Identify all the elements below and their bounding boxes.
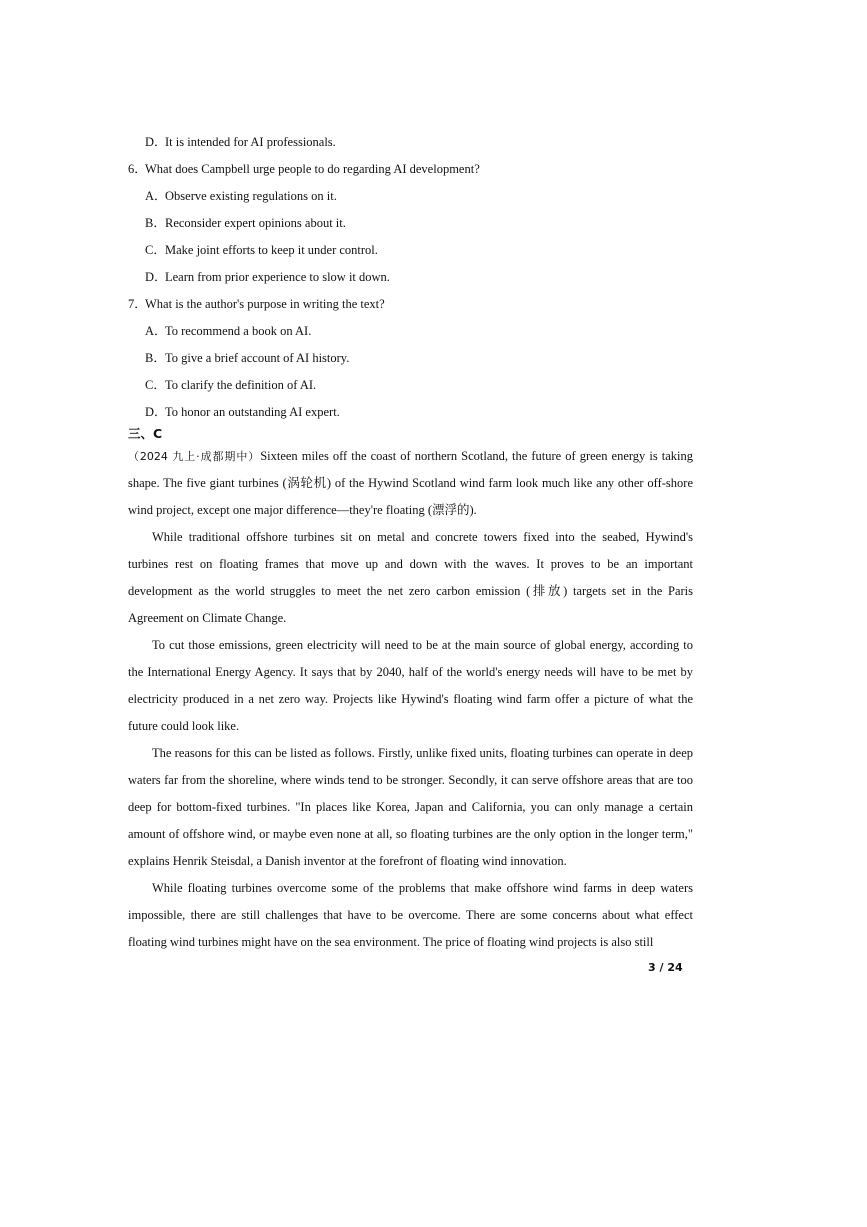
- option-letter: D．: [145, 270, 167, 284]
- option-letter: D．: [145, 135, 167, 149]
- option-letter: A．: [145, 189, 167, 203]
- passage-paragraph-2: [128, 524, 693, 632]
- option-text: To give a brief account of AI history.: [165, 351, 350, 365]
- option-text: Learn from prior experience to slow it down.: [165, 270, 390, 284]
- paragraph-text: Sixteen miles off the coast of northern Scotland, the future of green energy is taking shape. The five giant turbines (涡轮机) of the Hywind Scotland wind farm look much like any other off-shore wind project, except one major difference—they're floating (漂浮的).: [128, 449, 693, 517]
- option-letter: B．: [145, 351, 166, 365]
- q6-question: [128, 161, 480, 177]
- q6-option-b: [145, 215, 346, 231]
- option-text: To recommend a book on AI.: [165, 324, 312, 338]
- option-letter: D．: [145, 405, 167, 419]
- q7-question: [128, 296, 385, 312]
- paragraph-text: While traditional offshore turbines sit on metal and concrete towers fixed into the seabed, Hywind's turbines rest on floating frames that move up and down with the waves. It proves to be an important development as the world struggles to meet the net zero carbon emission (排放) targets set in the Paris Agreement on Climate Change.: [128, 530, 693, 625]
- passage-paragraph-3: [128, 632, 693, 740]
- q7-option-c: [145, 377, 316, 393]
- q6-option-d: [145, 269, 390, 285]
- page-number: 3 / 24: [648, 961, 683, 974]
- option-letter: C．: [145, 243, 166, 257]
- q7-option-a: [145, 323, 311, 339]
- option-text: To honor an outstanding AI expert.: [165, 405, 340, 419]
- passage-paragraph-4: [128, 740, 693, 875]
- section-heading: 三、C: [128, 426, 163, 441]
- option-text: Observe existing regulations on it.: [165, 189, 337, 203]
- passage-paragraph-1: [128, 443, 693, 524]
- q6-option-a: [145, 188, 337, 204]
- q6-option-c: [145, 242, 378, 258]
- option-letter: B．: [145, 216, 166, 230]
- source-tag: （2024 九上·成都期中）: [128, 450, 261, 463]
- option-letter: C．: [145, 378, 166, 392]
- paragraph-text: To cut those emissions, green electricity will need to be at the main source of global energy, according to the International Energy Agency. It says that by 2040, half of the world's energy needs will have to be met by electricity produced in a net zero way. Projects like Hywind's floating wind farm offer a picture of what the future could look like.: [128, 638, 693, 733]
- q5-option-d: [145, 134, 336, 150]
- paragraph-text: While floating turbines overcome some of the problems that make offshore wind farms in deep waters impossible, there are still challenges that have to be overcome. There are some concerns about what effect floating wind turbines might have on the sea environment. The price of floating wind projects is also still: [128, 881, 693, 949]
- question-text: What is the author's purpose in writing the text?: [145, 297, 385, 311]
- option-text: Reconsider expert opinions about it.: [165, 216, 346, 230]
- question-number: 6．: [128, 162, 147, 176]
- question-number: 7．: [128, 297, 147, 311]
- question-text: What does Campbell urge people to do regarding AI development?: [145, 162, 480, 176]
- option-text: Make joint efforts to keep it under control.: [165, 243, 378, 257]
- option-text: It is intended for AI professionals.: [165, 135, 336, 149]
- passage-paragraph-5: [128, 875, 693, 956]
- option-text: To clarify the definition of AI.: [165, 378, 317, 392]
- q7-option-d: [145, 404, 340, 420]
- paragraph-text: The reasons for this can be listed as follows. Firstly, unlike fixed units, floating turbines can operate in deep waters far from the shoreline, where winds tend to be stronger. Secondly, it can serve offshore areas that are too deep for bottom-fixed turbines. "In places like Korea, Japan and California, you can only manage a certain amount of offshore wind, or maybe even none at all, so floating turbines are the only option in the longer term," explains Henrik Steisdal, a Danish inventor at the forefront of floating wind innovation.: [128, 746, 693, 868]
- option-letter: A．: [145, 324, 167, 338]
- q7-option-b: [145, 350, 349, 366]
